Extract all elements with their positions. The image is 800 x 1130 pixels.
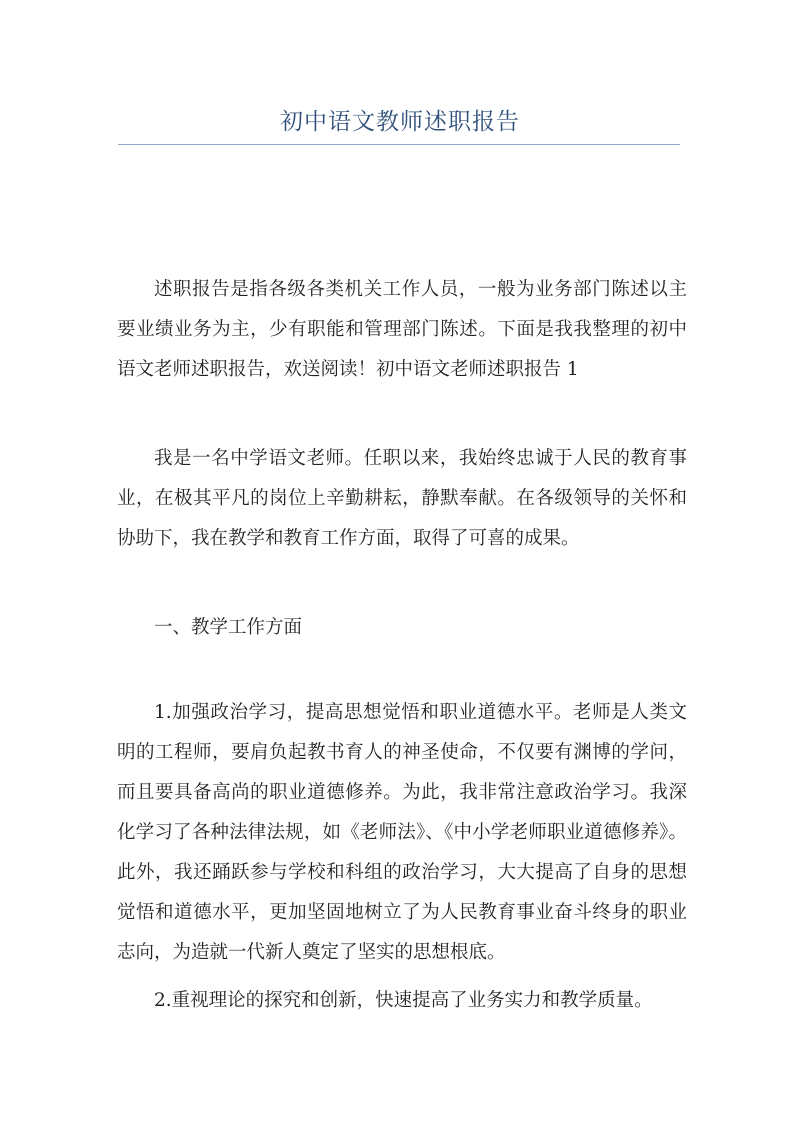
self-intro-paragraph: 我是一名中学语文老师。任职以来，我始终忠诚于人民的教育事业，在极其平凡的岗位上辛勤耕耘，静默奉献。在各级领导的关怀和协助下，我在教学和教育工作方面，取得了可喜的成果。	[117, 448, 687, 549]
section-heading: 一、教学工作方面	[154, 617, 303, 638]
item-1-paragraph: 1.加强政治学习，提高思想觉悟和职业道德水平。老师是人类文明的工程师，要肩负起教书育人的神圣使命，不仅要有渊博的学问，而且要具备高尚的职业道德修养。为此，我非常注意政治学习。我深化学习了各种法律法规，如《老师法》、《中小学老师职业道德修养》。此外，我还踊跃参与学校和科组的政治学习，大大提高了自身的思想觉悟和道德水平，更加坚固地树立了为人民教育事业奋斗终身的职业志向，为造就一代新人奠定了坚实的思想根底。	[117, 702, 687, 963]
page-title: 初中语文教师述职报告	[280, 109, 520, 135]
title-divider	[118, 144, 680, 145]
item-2-paragraph: 2.重视理论的探究和创新，快速提高了业务实力和教学质量。	[154, 990, 653, 1011]
intro-paragraph: 述职报告是指各级各类机关工作人员，一般为业务部门陈述以主要业绩业务为主，少有职能和管理部门陈述。下面是我我整理的初中语文老师述职报告，欢送阅读！初中语文老师述职报告 1	[117, 279, 687, 380]
